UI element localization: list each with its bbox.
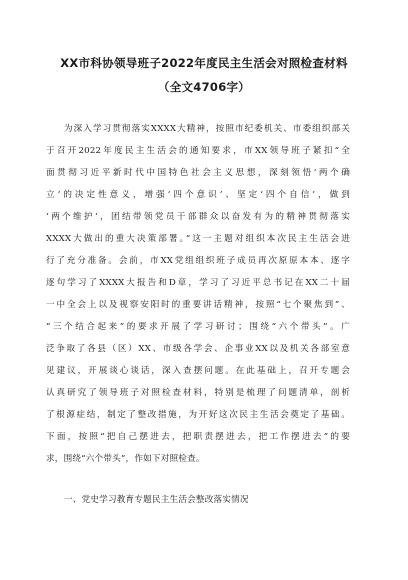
document-title: XX市科协领导班子2022年度民主生活会对照检查材料 [60, 56, 348, 70]
section-heading: 一、党史学习教育专题民主生活会整改落实情况 [64, 495, 249, 505]
paragraph-line: “三个结合起来”的要求开展了学习研讨；围绕“六个带头”。广 [46, 322, 350, 332]
paragraph-line: 下面，按照“把自己摆进去，把职责摆进去，把工作摆进去”的要 [46, 432, 350, 442]
paragraph-line: 行了充分准备。会前，市XX党组组织班子成员再次原原本本、逐字 [46, 256, 350, 266]
paragraph-line: 面贯彻习近平新时代中国特色社会主义思想，深刻领悟‘两个确 [46, 168, 350, 178]
paragraph-line: 见建议，开展谈心谈话，深入查摆问题。在此基础上，召开专题会 [46, 366, 350, 376]
paragraph-line: 认真研究了领导班子对照检查材料，特别是梳理了问题清单，剖析 [46, 388, 350, 398]
paragraph-line: 泛争取了各县（区）XX、市级各学会、企事业XX以及机关各部室意 [46, 344, 350, 354]
paragraph-line: 求，围绕“六个带头”，作如下对照检查。 [46, 454, 205, 464]
paragraph-line: 了根源症结，制定了整改措施，为开好这次民主生活会奠定了基础。 [46, 410, 350, 420]
paragraph-line: 于召开2022年度民主生活会的通知要求，市XX领导班子紧扣“全 [46, 146, 350, 156]
paragraph-line: 为深入学习贯彻落实XXXX大精神，按照市纪委机关、市委组织部关 [64, 124, 350, 134]
paragraph-line: XXXX大做出的重大决策部署。”这一主题对组织本次民主生活会进 [46, 234, 350, 244]
paragraph-line: 逐句学习了XXXX大报告和D章，学习了习近平总书记在XX二十届 [46, 278, 350, 288]
paragraph-line: ‘两个维护’，团结带领党员干部群众以奋发有为的精神贯彻落实 [46, 212, 350, 222]
paragraph-line: 一中全会上以及视察安阳时的重要讲话精神，按照“七个聚焦到”、 [46, 300, 350, 310]
document-subtitle: （全文4706字） [157, 80, 251, 94]
paragraph-line: 立’的决定性意义，增强‘四个意识’、坚定‘四个自信’，做到 [46, 190, 350, 200]
